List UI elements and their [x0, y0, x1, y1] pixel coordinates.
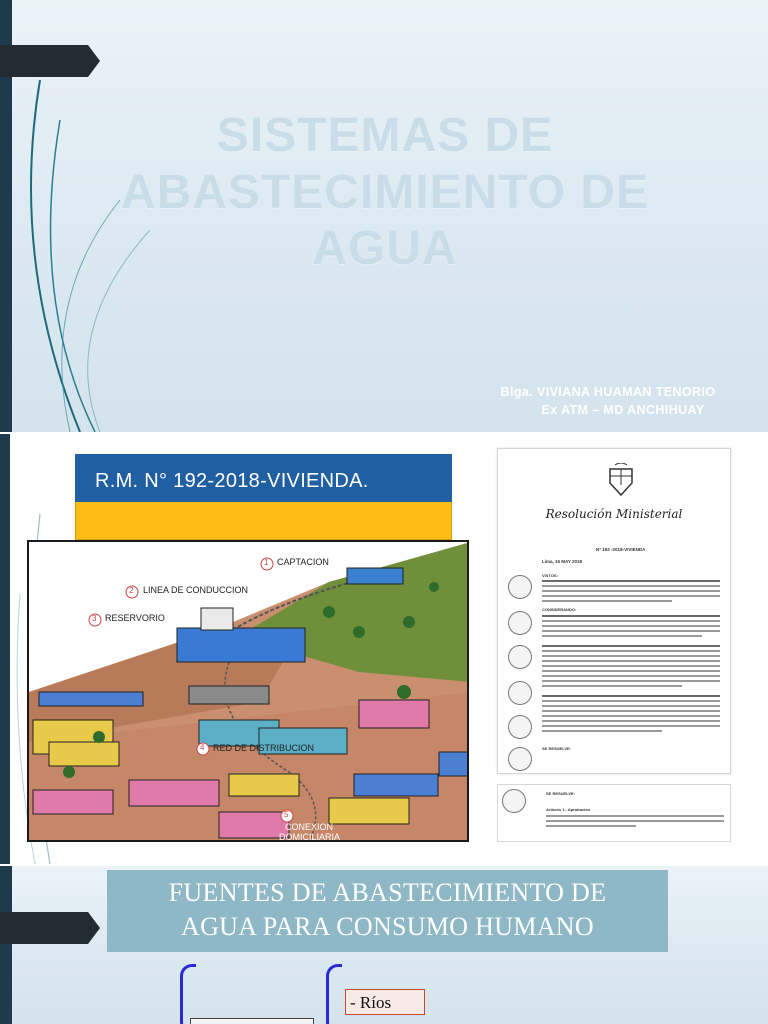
source-item-rios: - Ríos: [345, 989, 425, 1015]
label-red-distribucion: RED DE DISTRIBUCION: [213, 743, 315, 753]
label-num-5: 5: [284, 810, 289, 819]
seal-stamp: [508, 575, 532, 599]
bracket-shape: [326, 964, 342, 1024]
slide-title: [0, 0, 768, 432]
slide-fuentes: [0, 866, 768, 1024]
document-date: Lima, 15 MAY 2018: [542, 559, 583, 564]
label-num-1: 1: [264, 558, 269, 567]
header-arrow-shape: [0, 912, 100, 944]
document-section-resuelve: SE RESUELVE:: [542, 746, 572, 751]
document-article-text: [546, 815, 724, 817]
label-captacion: CAPTACION: [277, 557, 329, 567]
document-article: Artículo 1.- Aprobación: [546, 807, 591, 812]
seal-stamp: [508, 611, 532, 635]
label-reservorio: RESERVORIO: [105, 613, 165, 623]
coat-of-arms-icon: [606, 463, 636, 497]
label-num-2: 2: [129, 586, 134, 595]
section-title-line: FUENTES DE ABASTECIMIENTO DE: [168, 878, 607, 907]
seal-stamp: [502, 789, 526, 813]
title-line: AGUA: [312, 222, 458, 276]
document-section-resuelve: SE RESUELVE:: [546, 791, 576, 796]
water-system-illustration: [27, 540, 469, 842]
section-title: [107, 876, 668, 944]
resolution-title: R.M. N° 192-2018-VIVIENDA.: [75, 454, 452, 502]
header-arrow-shape: [0, 45, 100, 77]
left-accent-bar: [0, 434, 10, 864]
label-linea-conduccion: LINEA DE CONDUCCION: [143, 585, 249, 595]
document-section-vistos: VISTOS:: [542, 573, 558, 578]
author-name: Blga. VIVIANA HUAMAN TENORIO: [500, 385, 716, 399]
document-number: N° 192 -2018-VIVIENDA: [596, 547, 646, 552]
label-num-3: 3: [92, 614, 97, 623]
document-article-text: [546, 825, 636, 827]
title-line: SISTEMAS DE: [216, 109, 554, 162]
left-accent-bar: [0, 866, 12, 1024]
seal-stamp: [508, 747, 532, 771]
document-heading: Resolución Ministerial: [545, 507, 683, 521]
document-section-considerando: CONSIDERANDO:: [542, 607, 577, 612]
title-line: ABASTECIMIENTO DE: [120, 165, 650, 219]
seal-stamp: [508, 645, 532, 669]
label-conexion: CONEXION: [285, 822, 334, 832]
presentation-title: [40, 108, 730, 278]
seal-stamp: [508, 681, 532, 705]
author-affiliation: Ex ATM – MD ANCHIHUAY: [541, 402, 705, 417]
bracket-shape: [180, 964, 196, 1024]
resolution-document-page2: [497, 784, 731, 842]
label-domiciliaria: DOMICILIARIA: [279, 832, 341, 842]
section-title-line: AGUA PARA CONSUMO HUMANO: [181, 911, 594, 941]
slide-resolution: [0, 434, 768, 864]
illustration-drawing: [29, 542, 469, 842]
label-num-4: 4: [200, 743, 205, 752]
document-article-text: [546, 820, 724, 822]
seal-stamp: [508, 715, 532, 739]
resolution-document: [497, 448, 731, 774]
source-category-box: [190, 1018, 314, 1024]
author-block: [458, 384, 758, 419]
